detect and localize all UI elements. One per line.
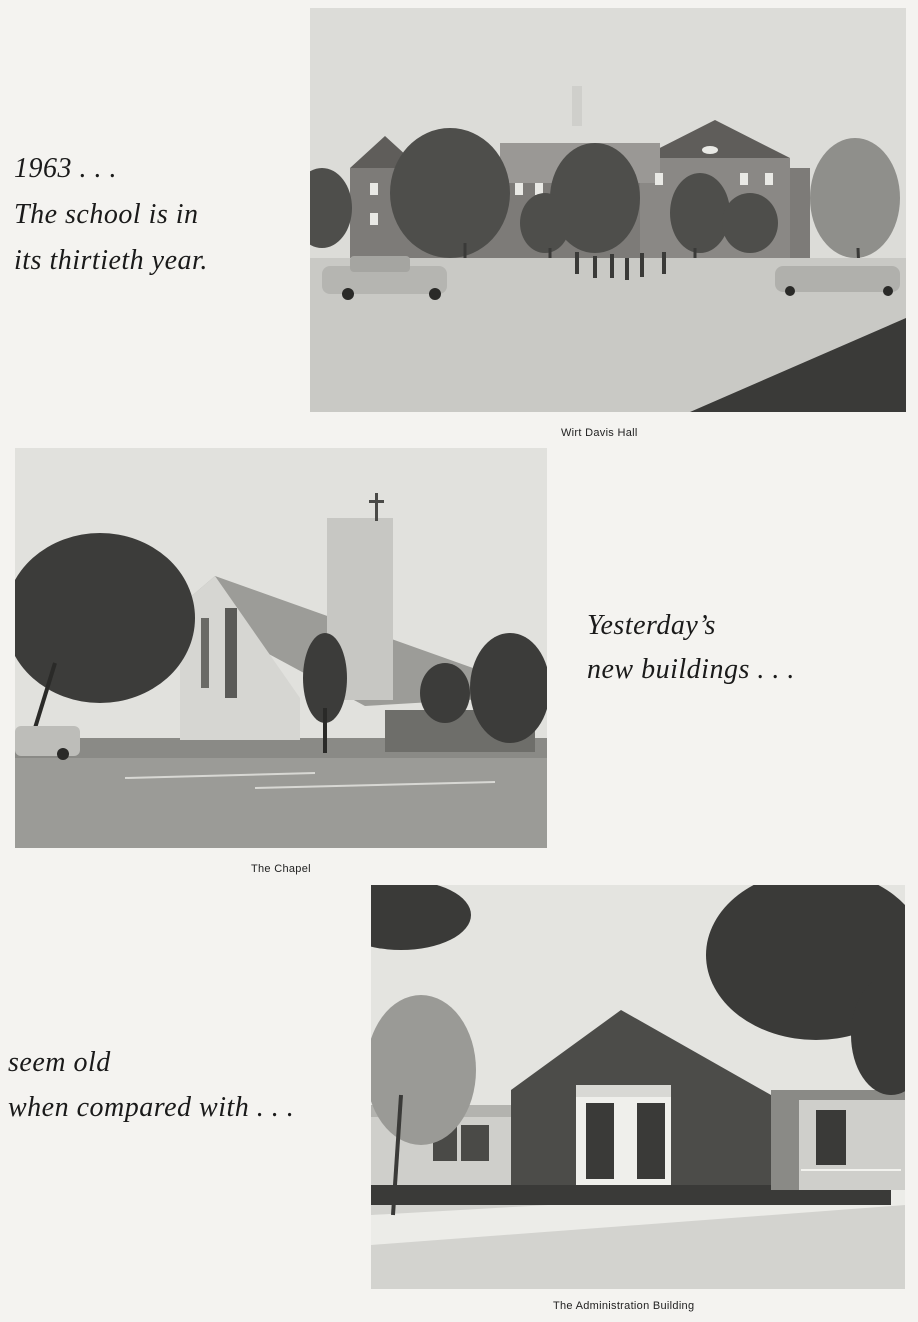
wirt-davis-hall-caption: Wirt Davis Hall [561, 427, 638, 439]
yesterday-text [587, 604, 795, 692]
yesterday-line-1: Yesterday’s [587, 610, 716, 641]
yesterday-line-2: new buildings . . . [587, 654, 795, 685]
chapel-photo [15, 448, 547, 848]
intro-line-year: 1963 . . . [14, 153, 117, 184]
administration-building-photo [371, 885, 905, 1289]
chapel-caption: The Chapel [251, 863, 311, 875]
intro-line-school: The school is in [14, 199, 199, 230]
wirt-davis-hall-photo [310, 8, 906, 412]
compared-line-2: when compared with . . . [8, 1092, 295, 1123]
administration-building-caption: The Administration Building [553, 1300, 695, 1312]
intro-line-thirtieth: its thirtieth year. [14, 245, 208, 276]
intro-text [14, 146, 208, 284]
compared-text [8, 1040, 294, 1130]
compared-line-1: seem old [8, 1047, 111, 1078]
